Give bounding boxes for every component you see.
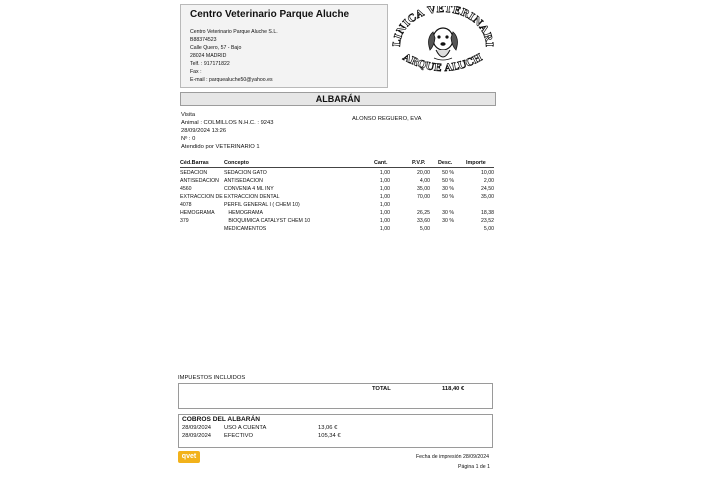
taxes-included-note: IMPUESTOS INCLUIDOS xyxy=(178,375,246,381)
total-value: 118,40 € xyxy=(442,386,465,392)
clinic-fax: Fax : xyxy=(190,69,202,75)
attended-by: Atendido por VETERINARIO 1 xyxy=(181,144,260,150)
payment-row xyxy=(182,433,482,441)
table-row xyxy=(180,169,494,177)
header-qty: Cant. xyxy=(374,160,388,166)
row-qty: 1,00 xyxy=(379,218,390,224)
clinic-phone: Telf. : 917171822 xyxy=(190,61,230,67)
payment-method: USO A CUENTA xyxy=(224,425,267,431)
row-code: EXTRACCION DE xyxy=(180,194,223,200)
payment-row xyxy=(182,425,482,433)
table-row xyxy=(180,185,494,193)
qvet-logo xyxy=(178,451,200,463)
payment-amount: 105,34 € xyxy=(318,433,341,439)
document-title-bar xyxy=(180,92,496,106)
payments-title: COBROS DEL ALBARÁN xyxy=(182,416,261,423)
header-pvp: P.V.P. xyxy=(412,160,426,166)
clinic-name: Centro Veterinario Parque Aluche xyxy=(190,9,350,20)
header-amount: Importe xyxy=(466,160,486,166)
row-concept: MEDICAMENTOS xyxy=(224,226,267,232)
logo-text-top: LINICA VETERINARI xyxy=(391,6,495,48)
row-code: 4560 xyxy=(180,186,192,192)
logo-text-bottom: ARQUE ALUCH xyxy=(400,52,485,75)
payments-box xyxy=(178,414,493,448)
row-pvp: 33,60 xyxy=(417,218,430,224)
payment-date: 28/09/2024 xyxy=(182,425,212,431)
row-concept: SEDACION GATO xyxy=(224,170,267,176)
payment-date: 28/09/2024 xyxy=(182,433,212,439)
clinic-header xyxy=(180,4,388,88)
payment-amount: 13,06 € xyxy=(318,425,338,431)
table-row xyxy=(180,177,494,185)
table-row xyxy=(180,193,494,201)
total-box xyxy=(178,383,493,409)
items-table-header xyxy=(180,159,494,168)
row-code: SEDACION xyxy=(180,170,208,176)
row-pvp: 26,25 xyxy=(417,210,430,216)
row-amount: 23,52 xyxy=(481,218,494,224)
visit-datetime: 28/09/2024 13:26 xyxy=(181,128,227,134)
row-concept: CONVENIA 4 ML INY xyxy=(224,186,274,192)
table-row xyxy=(180,201,494,209)
row-qty: 1,00 xyxy=(379,170,390,176)
row-code: ANTISEDACION xyxy=(180,178,219,184)
header-code: Céd.Barras xyxy=(180,160,209,166)
row-amount: 2,00 xyxy=(483,178,494,184)
row-pvp: 70,00 xyxy=(417,194,430,200)
header-discount: Desc. xyxy=(438,160,453,166)
table-row xyxy=(180,225,494,233)
qvet-logo-text: qvet xyxy=(181,453,197,460)
client-name: ALONSO REGUERO, EVA xyxy=(352,116,422,122)
items-table-body xyxy=(180,169,494,237)
row-amount: 35,00 xyxy=(481,194,494,200)
row-qty: 1,00 xyxy=(379,202,390,208)
payment-method: EFECTIVO xyxy=(224,433,253,439)
row-pvp: 20,00 xyxy=(417,170,430,176)
row-pvp: 35,00 xyxy=(417,186,430,192)
clinic-tax-id: B88374523 xyxy=(190,37,217,43)
row-amount: 18,38 xyxy=(481,210,494,216)
clinic-email: E-mail : parquealuche50@yahoo.es xyxy=(190,77,273,83)
clinic-city: 28024 MADRID xyxy=(190,53,227,59)
print-date: Fecha de impresión 28/09/2024 xyxy=(416,454,489,460)
row-discount: 30 % xyxy=(442,186,454,192)
row-amount: 5,00 xyxy=(483,226,494,232)
row-code: 379 xyxy=(180,218,189,224)
visit-type: Visita xyxy=(181,112,196,118)
row-amount: 10,00 xyxy=(481,170,494,176)
page-number: Página 1 de 1 xyxy=(458,464,491,470)
row-discount: 50 % xyxy=(442,194,454,200)
row-discount: 30 % xyxy=(442,218,454,224)
row-qty: 1,00 xyxy=(379,194,390,200)
row-discount: 50 % xyxy=(442,178,454,184)
row-qty: 1,00 xyxy=(379,178,390,184)
row-discount: 30 % xyxy=(442,210,454,216)
row-code: HEMOGRAMA xyxy=(180,210,215,216)
row-concept: PERFIL GENERAL I ( CHEM 10) xyxy=(224,202,300,208)
total-label: TOTAL xyxy=(372,386,391,392)
dog-icon xyxy=(429,28,458,60)
row-concept: EXTRACCION DENTAL xyxy=(224,194,280,200)
row-discount: 50 % xyxy=(442,170,454,176)
table-row xyxy=(180,209,494,217)
row-pvp: 4,00 xyxy=(419,178,430,184)
clinic-logo xyxy=(390,6,496,80)
row-pvp: 5,00 xyxy=(419,226,430,232)
row-qty: 1,00 xyxy=(379,210,390,216)
table-row xyxy=(180,217,494,225)
row-qty: 1,00 xyxy=(379,186,390,192)
row-concept: ANTISEDACION xyxy=(224,178,263,184)
animal-info: Animal : COLMILLOS N.H.C. : 9243 xyxy=(181,120,274,126)
header-concept: Concepto xyxy=(224,160,249,166)
row-concept: HEMOGRAMA xyxy=(224,210,263,216)
document-number: Nº : 0 xyxy=(181,136,196,142)
document-title: ALBARÁN xyxy=(315,94,361,104)
row-code: 4078 xyxy=(180,202,192,208)
clinic-address: Calle Quero, 57 - Bajo xyxy=(190,45,242,51)
row-amount: 24,50 xyxy=(481,186,494,192)
clinic-company: Centro Veterinario Parque Aluche S.L. xyxy=(190,29,278,35)
row-qty: 1,00 xyxy=(379,226,390,232)
row-concept: BIOQUIMICA CATALYST CHEM 10 xyxy=(224,218,311,224)
